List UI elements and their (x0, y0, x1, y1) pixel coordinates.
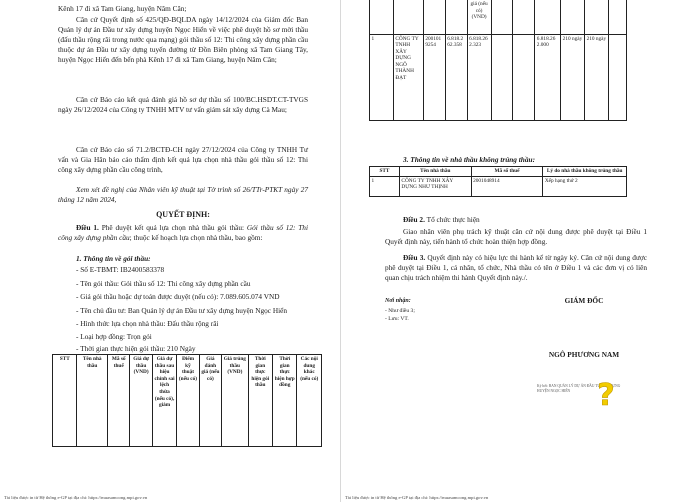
signature-text: Ký bởi: BAN QUẢN LÝ DỰ ÁN ĐẦU TƯ XÂY DỰNG HUYỆN NGỌC HIỂN (537, 384, 621, 393)
table-header: Giá đánh giá (nếu có) (199, 355, 221, 447)
right-page (341, 0, 680, 502)
table-header: Các nội dung khác (nếu có) (297, 355, 322, 447)
cell-stt: 1 (370, 176, 400, 196)
cell-reason: Xếp hạng thứ 2 (543, 176, 627, 196)
table-header: Mã số thuế (471, 167, 543, 177)
table-row (370, 176, 627, 196)
table-row (370, 34, 627, 120)
cell-eval (513, 34, 535, 120)
winner-table-continued (369, 0, 627, 121)
cell-tax: 2001048914 (471, 176, 543, 196)
article-1-package: Gói thầu số 12: Thi công xây dựng phần cầu (58, 223, 308, 243)
article-2-title: Tổ chức thực hiện (426, 215, 480, 224)
signature-question-icon (591, 378, 621, 410)
cell-tax: 2001019254 (423, 34, 445, 120)
page-footer: Tài liệu được in từ Hệ thống e-GP tại địa chỉ: https://muasamcong.mpi.gov.vn (4, 495, 148, 500)
signer-name: NGÔ PHƯƠNG NAM (548, 350, 620, 359)
table-header: Giá trúng thầu (VND) (222, 355, 248, 447)
cell-adjusted: 6.818.262.323 (467, 34, 491, 120)
article-3-body: Quyết định này có hiệu lực thi hành kể từ ngày ký. Căn cứ nội dung được phê duyệt tại Điều 1, cá nhân, tổ chức, Nhà thầu có tên ở Điều 1 và các đơn vị có liên quan chịu trách nhiệm thi hành Quyết định này./. (385, 253, 648, 283)
cell-award: 6.818.262.000 (535, 34, 561, 120)
cell-name: CÔNG TY TNHH XÂY DỰNG NHƯ THỊNH (399, 176, 471, 196)
table-header: Giá dự thầu (VND) (130, 355, 152, 447)
article-1-tail: ; thuộc kế hoạch lựa chọn nhà thầu, bao gồm: (129, 233, 263, 243)
decision-heading: QUYẾT ĐỊNH: (156, 210, 210, 219)
cell-time-contract: 210 ngày (585, 34, 609, 120)
table-header: Điểm kỹ thuật (nếu có) (177, 355, 199, 447)
article-1-text: Phê duyệt kết quả lựa chọn nhà thầu gói thầu: (101, 223, 245, 232)
cell-time-package: 210 ngày (561, 34, 585, 120)
package-info-item: - Số E-TBMT: IB2400583378 (76, 265, 165, 274)
table-header: Giá dự thầu sau hiệu chỉnh sai lệch thừa (nếu có), giảm (152, 355, 176, 447)
article-3 (385, 253, 647, 283)
article-1 (58, 223, 308, 243)
package-info-item: - Thời gian thực hiện gói thầu: 210 Ngày (76, 344, 196, 353)
table-header: Thời gian thực hiện hợp đồng (273, 355, 297, 447)
digital-signature-stamp (537, 378, 645, 412)
cell-name: CÔNG TY TNHH XÂY DỰNG NGÔ THÀNH ĐẠT (393, 34, 423, 120)
table-header: STT (53, 355, 77, 447)
package-info-item: - Loại hợp đồng: Trọn gói (76, 332, 152, 341)
table-header: Mã số thuế (108, 355, 130, 447)
basis-paragraph: Căn cứ Báo cáo kết quả đánh giá hồ sơ dự thầu số 100/BC.HSDT.CT-TVGS ngày 26/12/2024 của Công ty TNHH MTV tư vấn giám sát xây dựng Cà Mau; (58, 95, 308, 115)
cell-bid: 6.818.262.358 (445, 34, 467, 120)
package-info-item: - Tên gói thầu: Gói thầu số 12: Thi công xây dựng phần cầu (76, 279, 251, 288)
article-2 (403, 215, 480, 225)
basis-paragraph: Căn cứ Quyết định số 425/QĐ-BQLDA ngày 14/12/2024 của Giám đốc Ban Quản lý dự án Đầu tư xây dựng huyện Ngọc Hiển về việc phê duyệt hồ sơ mời thầu (đấu thầu rộng rãi trong nước qua mạng) gói thầu số 12: Thi công xây dựng phần cầu thuộc dự án Đầu tư xây dựng tuyến đường từ Đồn Biên phòng xã Tam Giang Tây, huyện Ngọc Hiển đến bến phà Kênh 17 đi xã Tam Giang, huyện Năm Căn; (58, 15, 308, 65)
section-1-title: 1. Thông tin về gói thầu: (76, 254, 151, 263)
article-1-label: Điều 1. (76, 223, 99, 232)
table-header: Lý do nhà thầu không trúng thầu (543, 167, 627, 177)
basis-paragraph: Căn cứ Báo cáo số 71.2/BCTĐ-CH ngày 27/12/2024 của Công ty TNHH Tư vấn và Gia Hân báo cáo thẩm định kết quả lựa chọn nhà thầu gói thầu số 12: Thi công xây dựng phần cầu công trình, (58, 145, 308, 175)
recipient-item: - Lưu: VT. (385, 316, 409, 322)
table-header: Tên nhà thầu (77, 355, 108, 447)
cell-tech (491, 34, 513, 120)
winner-table-head (52, 354, 322, 447)
table-header-continued: giá (nếu có) (VND) (467, 0, 491, 34)
loser-table (369, 166, 627, 197)
table-header: Thời gian thực hiện gói thầu (248, 355, 272, 447)
table-header: STT (370, 167, 400, 177)
article-2-label: Điều 2. (403, 215, 425, 224)
article-3-label: Điều 3. (403, 253, 426, 262)
recipients-title: Nơi nhận: (385, 298, 411, 304)
intro-line: Kênh 17 đi xã Tam Giang, huyện Năm Căn; (58, 4, 187, 13)
package-info-item: - Hình thức lựa chọn nhà thầu: Đấu thầu rộng rãi (76, 319, 219, 328)
page-footer: Tài liệu được in từ Hệ thống e-GP tại địa chỉ: https://muasamcong.mpi.gov.vn (345, 495, 489, 500)
article-2-body: Giao nhân viên phụ trách kỹ thuật căn cứ nội dung được phê duyệt tại Điều 1 Quyết định này, tiến hành tổ chức hoàn thiện hợp đồng. (385, 227, 647, 247)
svg-text:?: ? (597, 378, 615, 410)
recipient-item: - Như điều 3; (385, 308, 415, 314)
cell-other (609, 34, 627, 120)
section-3-title: 3. Thông tin về nhà thầu không trúng thầu: (403, 155, 535, 164)
package-info-item: - Tên chủ đầu tư: Ban Quản lý dự án Đầu tư xây dựng huyện Ngọc Hiển (76, 306, 288, 315)
signer-title: GIÁM ĐỐC (564, 296, 604, 305)
package-info-item: - Giá gói thầu hoặc dự toán được duyệt (nếu có): 7.089.605.074 VND (76, 292, 280, 301)
table-header: Tên nhà thầu (399, 167, 471, 177)
cell-stt: 1 (370, 34, 394, 120)
review-paragraph: Xem xét đề nghị của Nhân viên kỹ thuật tại Tờ trình số 26/TTr-PTKT ngày 27 tháng 12 năm 2024, (58, 185, 308, 205)
